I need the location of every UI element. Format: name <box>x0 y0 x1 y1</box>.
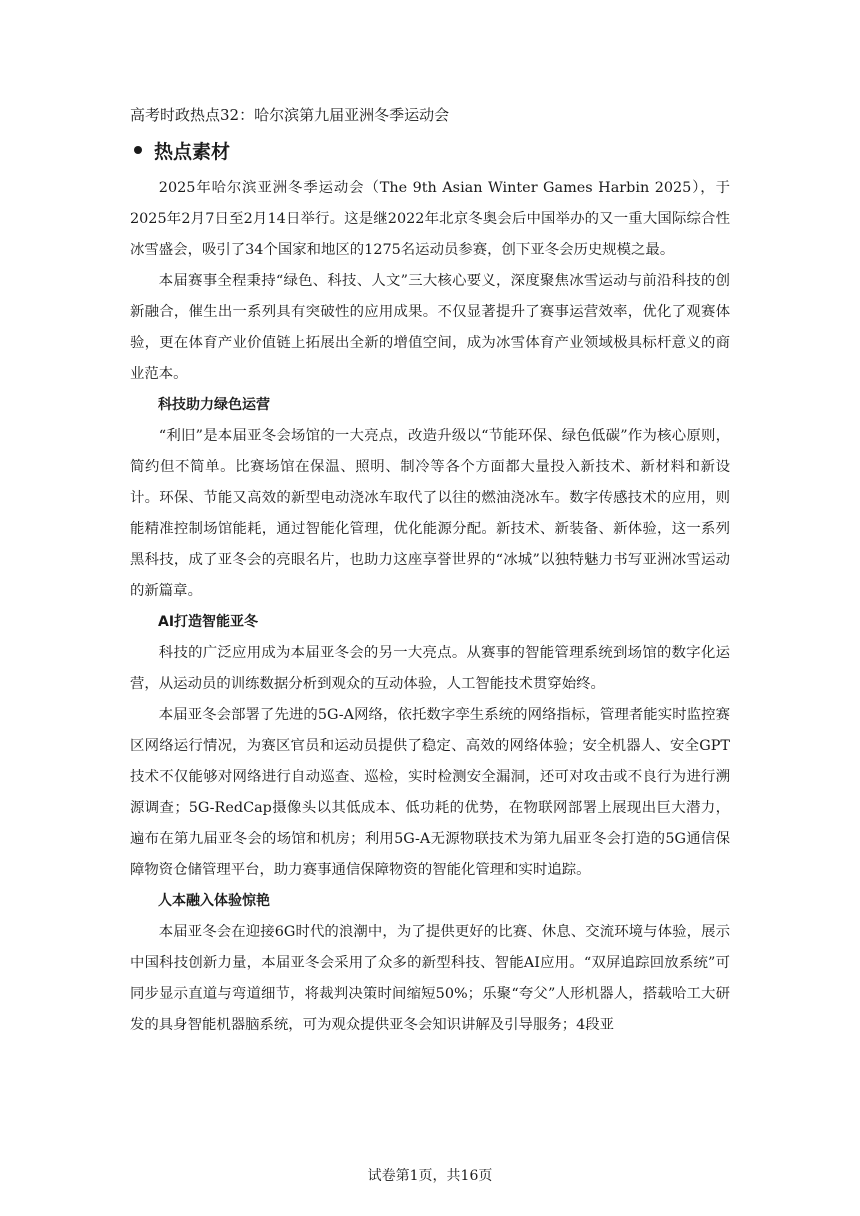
page-footer: 试卷第1页，共16页 <box>367 1168 493 1184</box>
intro-paragraph-2: 本届赛事全程秉持“绿色、科技、人文”三大核心要义，深度聚焦冰雪运动与前沿科技的创新融合，催生出一系列具有突破性的应用成果。不仅显著提升了赛事运营效率，优化了观赛体验，更在体育产业价值链上拓展出全新的增值空间，成为冰雪体育产业领域极具标杆意义的商业范本。 <box>130 273 730 382</box>
subheading-human-experience: 人本融入体验惊艳 <box>158 893 270 909</box>
section-heading <box>130 136 730 164</box>
paragraph-green-operation: “利旧”是本届亚冬会场馆的一大亮点，改造升级以“节能环保、绿色低碳”作为核心原则，简约但不简单。比赛场馆在保温、照明、制冷等各个方面都大量投入新技术、新材料和新设计。环保、节能又高效的新型电动浇冰车取代了以往的燃油浇冰车。数字传感技术的应用，则能精准控制场馆能耗，通过智能化管理，优化能源分配。新技术、新装备、新体验，这一系列黑科技，成了亚冬会的亮眼名片，也助力这座享誉世界的“冰城”以独特魅力书写亚洲冰雪运动的新篇章。 <box>130 428 730 599</box>
subheading-ai-smart: AI打造智能亚冬 <box>158 614 259 630</box>
document-title: 高考时政热点32：哈尔滨第九届亚洲冬季运动会 <box>130 106 450 124</box>
document-body <box>130 104 730 1041</box>
paragraph-ai-smart-1: 科技的广泛应用成为本届亚冬会的另一大亮点。从赛事的智能管理系统到场馆的数字化运营，从运动员的训练数据分析到观众的互动体验，人工智能技术贯穿始终。 <box>130 645 730 692</box>
section-heading-label: 热点素材 <box>154 140 231 163</box>
bullet-icon <box>134 146 142 154</box>
paragraph-ai-smart-2: 本届亚冬会部署了先进的5G-A网络，依托数字孪生系统的网络指标，管理者能实时监控赛区网络运行情况，为赛区官员和运动员提供了稳定、高效的网络体验；安全机器人、安全GPT技术不仅能够对网络进行自动巡查、巡检，实时检测安全漏洞，还可对攻击或不良行为进行溯源调查；5G-RedCap摄像头以其低成本、低功耗的优势，在物联网部署上展现出巨大潜力，遍布在第九届亚冬会的场馆和机房；利用5G-A无源物联技术为第九届亚冬会打造的5G通信保障物资仓储管理平台，助力赛事通信保障物资的智能化管理和实时追踪。 <box>130 707 730 878</box>
subheading-green-operation: 科技助力绿色运营 <box>158 397 270 413</box>
paragraph-human-experience: 本届亚冬会在迎接6G时代的浪潮中，为了提供更好的比赛、休息、交流环境与体验，展示中国科技创新力量，本届亚冬会采用了众多的新型科技、智能AI应用。“双屏追踪回放系统”可同步显示直道与弯道细节，将裁判决策时间缩短50%；乐聚“夸父”人形机器人，搭载哈工大研发的具身智能机器脑系统，可为观众提供亚冬会知识讲解及引导服务；4段亚 <box>130 924 730 1033</box>
intro-paragraph-1: 2025年哈尔滨亚洲冬季运动会（The 9th Asian Winter Games Harbin 2025），于2025年2月7日至2月14日举行。这是继2022年北京冬奥会后中国举办的又一重大国际综合性冰雪盛会，吸引了34个国家和地区的1275名运动员参赛，创下亚冬会历史规模之最。 <box>130 180 730 258</box>
